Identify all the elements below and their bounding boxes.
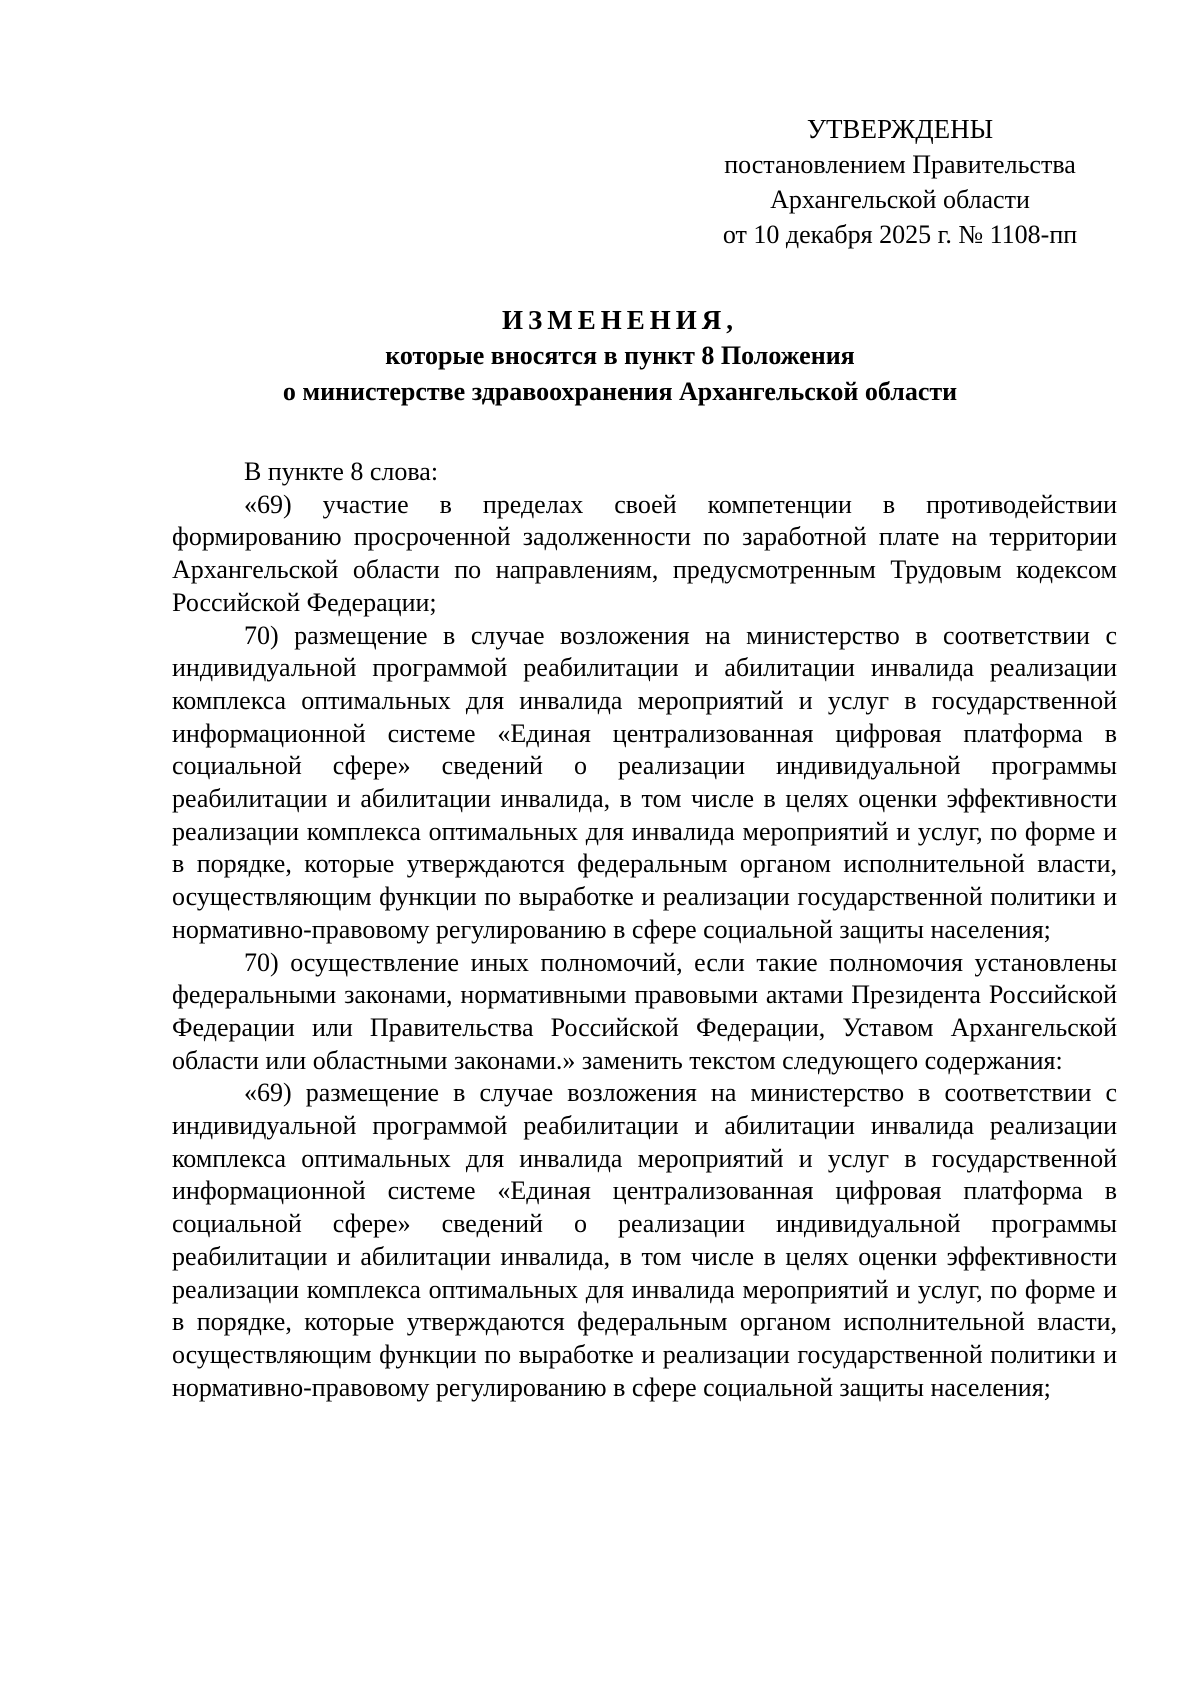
approval-line-1: постановлением Правительства [724, 150, 1076, 179]
approval-line-2: Архангельской области [770, 185, 1030, 214]
heading-title: ИЗМЕНЕНИЯ, [501, 305, 738, 335]
approval-title: УТВЕРЖДЕНЫ [806, 114, 994, 144]
paragraph-old-69: «69) участие в пределах своей компетенции в противодействии формированию просроченной задолженности по заработной плате на территории Архангельской области по направлениям, предусмотренным Трудовым кодексом Российской Федерации; [172, 489, 1117, 617]
heading-line-2: о министерстве здравоохранения Архангельской области [282, 377, 958, 406]
paragraph-intro: В пункте 8 слова: [244, 457, 439, 486]
document-heading [130, 302, 1110, 410]
document-body [172, 456, 1117, 1404]
paragraph-old-70-other-powers: 70) осуществление иных полномочий, если такие полномочия установлены федеральными законами, нормативными правовыми актами Президента Российской Федерации или Правительства Российской Федерации, Уставом Архангельской области или областными законами.» заменить текстом следующего содержания: [172, 947, 1117, 1075]
heading-line-1: которые вносятся в пункт 8 Положения [385, 341, 855, 370]
approval-stamp [690, 112, 1110, 252]
paragraph-new-69: «69) размещение в случае возложения на министерство в соответствии с индивидуальной программой реабилитации и абилитации инвалида реализации комплекса оптимальных для инвалида мероприятий и услуг в государственной информационной системе «Единая централизованная цифровая платформа в социальной сфере» сведений о реализации индивидуальной программы реабилитации и абилитации инвалида, в том числе в целях оценки эффективности реализации комплекса оптимальных для инвалида мероприятий и услуг, по форме и в порядке, которые утверждаются федеральным органом исполнительной власти, осуществляющим функции по выработке и реализации государственной политики и нормативно-правовому регулированию в сфере социальной защиты населения; [172, 1078, 1117, 1402]
paragraph-old-70-placement: 70) размещение в случае возложения на министерство в соответствии с индивидуальной программой реабилитации и абилитации инвалида реализации комплекса оптимальных для инвалида мероприятий и услуг в государственной информационной системе «Единая централизованная цифровая платформа в социальной сфере» сведений о реализации индивидуальной программы реабилитации и абилитации инвалида, в том числе в целях оценки эффективности реализации комплекса оптимальных для инвалида мероприятий и услуг, по форме и в порядке, которые утверждаются федеральным органом исполнительной власти, осуществляющим функции по выработке и реализации государственной политики и нормативно-правовому регулированию в сфере социальной защиты населения; [172, 620, 1117, 944]
approval-line-3: от 10 декабря 2025 г. № 1108-пп [722, 220, 1078, 249]
